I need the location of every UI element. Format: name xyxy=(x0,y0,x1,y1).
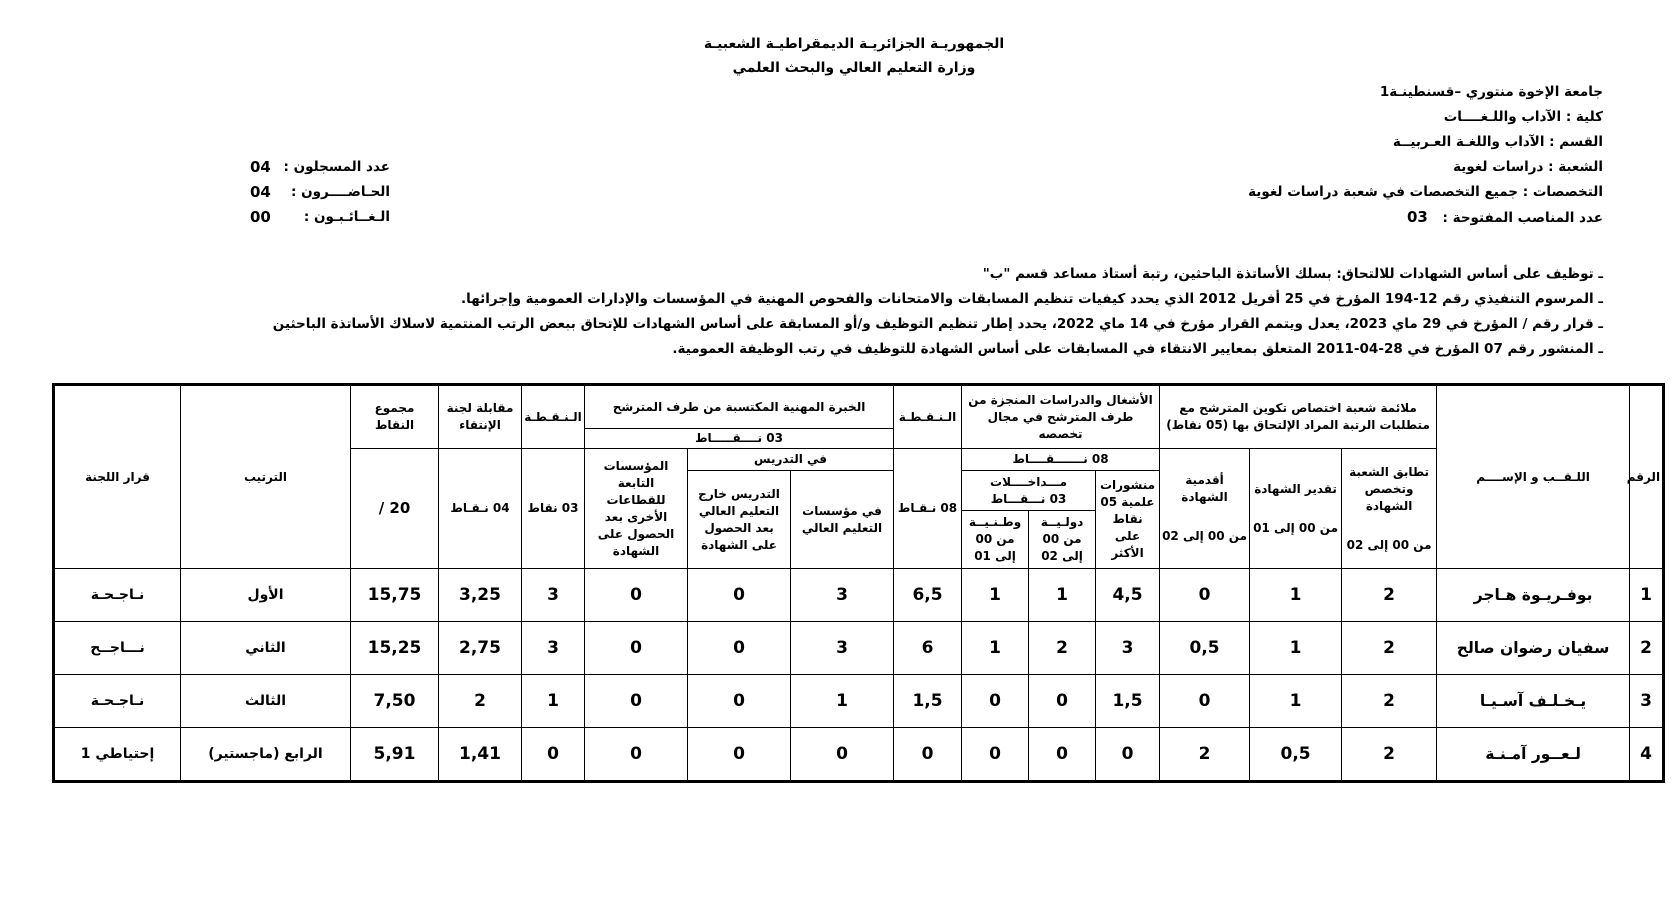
cell-suit-match: 2 xyxy=(1342,675,1437,728)
cell-exp-other: 0 xyxy=(585,622,688,675)
cell-num: 2 xyxy=(1630,622,1664,675)
works-points-cell: 08 نـــــــقــــاط xyxy=(962,449,1160,471)
cell-interview: 2,75 xyxy=(439,622,522,675)
cell-score2: 3 xyxy=(522,569,585,622)
info-registered: عدد المسجلون : 04 xyxy=(250,158,390,176)
info-specialties: التخصصات : جميع التخصصات في شعبة دراسات لغوية xyxy=(1248,184,1603,200)
cell-suit-match: 2 xyxy=(1342,569,1437,622)
exp-points-cell: 03 نــــقـــــاط xyxy=(585,429,894,449)
exp-other-header: المؤسسات التابعة للقطاعات الأخرى بعد الحصول على الشهادة xyxy=(585,449,688,569)
info-open-positions: عدد المناصب المفتوحة : 03 xyxy=(1406,208,1603,226)
cell-score1: 6,5 xyxy=(894,569,962,622)
cell-suit-seniority: 2 xyxy=(1160,728,1250,782)
suit-seniority-header xyxy=(1160,449,1250,569)
talks-intl-range: من 00 إلى 02 xyxy=(1041,532,1083,563)
cell-rank: الثاني xyxy=(181,622,351,675)
interview-max-cell: 04 نـقـاط xyxy=(439,449,522,569)
decree-line: ـ توظيف على أساس الشهادات للالتحاق: بسلك الأساتذة الباحثين، رتبة أستاذ مساعد قسم "ب" xyxy=(982,266,1603,282)
suit-grade-header xyxy=(1250,449,1342,569)
cell-exp-outside: 0 xyxy=(688,622,791,675)
cell-suit-grade: 0,5 xyxy=(1250,728,1342,782)
decree-line: ـ المنشور رقم 07 المؤرخ في 28-04-2011 المتعلق بمعايير الانتقاء في المسابقات على أساس الشهادة للتوظيف في رتب الوظيفة العمومية. xyxy=(672,341,1603,357)
cell-exp-higher: 0 xyxy=(791,728,894,782)
table-row xyxy=(54,675,1664,728)
info-branch: الشعبة : دراسات لغوية xyxy=(1453,159,1603,175)
cell-decision: نـــاجــح xyxy=(54,622,181,675)
total-max-cell: 20 / xyxy=(351,449,439,569)
col-works-header: الأشغال والدراسات المنجزة من طرف المترشح في مجال تخصصه xyxy=(962,385,1160,449)
cell-talks-nat: 0 xyxy=(962,728,1029,782)
col-num-header: الرقم xyxy=(1630,385,1664,569)
talks-header xyxy=(962,471,1096,511)
cell-pubs: 4,5 xyxy=(1096,569,1160,622)
cell-exp-other: 0 xyxy=(585,569,688,622)
cell-exp-outside: 0 xyxy=(688,728,791,782)
document-header xyxy=(0,32,1678,80)
cell-name: لـعــور آمـنـة xyxy=(1437,728,1630,782)
talks-nat-range: من 00 إلى 01 xyxy=(974,532,1016,563)
suit-seniority-label: أقدمية الشهادة xyxy=(1181,473,1228,504)
suit-match-label: تطابق الشعبة وتخصص الشهادة xyxy=(1349,464,1430,513)
table-row xyxy=(54,728,1664,782)
score2-max-cell: 03 نقاط xyxy=(522,449,585,569)
cell-name: بوفـريـوة هـاجر xyxy=(1437,569,1630,622)
col-decision-header: قرار اللجنة xyxy=(54,385,181,569)
suit-seniority-range: من 00 إلى 02 xyxy=(1162,529,1248,543)
cell-total: 15,75 xyxy=(351,569,439,622)
cell-decision: إحتياطي 1 xyxy=(54,728,181,782)
col-score1-header: الـنـقـطـة xyxy=(894,385,962,449)
teaching-header: في التدريس xyxy=(688,449,894,471)
attendance-info xyxy=(250,155,390,230)
cell-name: يـخـلـف آسـيـا xyxy=(1437,675,1630,728)
cell-interview: 3,25 xyxy=(439,569,522,622)
cell-rank: الرابع (ماجستير) xyxy=(181,728,351,782)
col-interview-header: مقابلة لجنة الإنتقاء xyxy=(439,385,522,449)
cell-num: 3 xyxy=(1630,675,1664,728)
decree-line: ـ المرسوم التنفيذي رقم 12-194 المؤرخ في 25 أفريل 2012 الذي يحدد كيفيات تنظيم المسابقات والامتحانات والفحوص المهنية في المؤسسات والإدارات العمومية وإجرائها. xyxy=(461,291,1603,307)
cell-exp-other: 0 xyxy=(585,728,688,782)
talks-intl-header xyxy=(1029,511,1096,569)
table-row xyxy=(54,622,1664,675)
cell-talks-intl: 1 xyxy=(1029,569,1096,622)
cell-suit-grade: 1 xyxy=(1250,675,1342,728)
cell-exp-higher: 3 xyxy=(791,622,894,675)
cell-talks-nat: 1 xyxy=(962,622,1029,675)
cell-talks-intl: 0 xyxy=(1029,728,1096,782)
talks-nat-label: وطـنـيــة xyxy=(968,515,1022,529)
suit-match-header xyxy=(1342,449,1437,569)
info-department: القسم : الآداب واللغـة العـربيــة xyxy=(1392,134,1603,150)
cell-num: 1 xyxy=(1630,569,1664,622)
cell-exp-higher: 1 xyxy=(791,675,894,728)
score1-max-cell: 08 نـقـاط xyxy=(894,449,962,569)
cell-score2: 1 xyxy=(522,675,585,728)
talks-nat-header xyxy=(962,511,1029,569)
exp-higher-header: في مؤسسات التعليم العالي xyxy=(791,471,894,569)
ministry-title: وزارة التعليم العالي والبحث العلمي xyxy=(732,60,976,76)
cell-rank: الثالث xyxy=(181,675,351,728)
cell-pubs: 0 xyxy=(1096,728,1160,782)
cell-suit-seniority: 0 xyxy=(1160,569,1250,622)
cell-suit-match: 2 xyxy=(1342,728,1437,782)
republic-title: الجمهوريـة الجزائريـة الديمقراطيـة الشعبيـة xyxy=(703,36,1005,52)
cell-name: سفيان رضوان صالح xyxy=(1437,622,1630,675)
cell-score2: 0 xyxy=(522,728,585,782)
cell-exp-other: 0 xyxy=(585,675,688,728)
results-table xyxy=(52,383,1665,783)
cell-suit-grade: 1 xyxy=(1250,622,1342,675)
cell-rank: الأول xyxy=(181,569,351,622)
cell-talks-nat: 0 xyxy=(962,675,1029,728)
cell-talks-intl: 0 xyxy=(1029,675,1096,728)
cell-interview: 2 xyxy=(439,675,522,728)
cell-score1: 0 xyxy=(894,728,962,782)
cell-score1: 1,5 xyxy=(894,675,962,728)
cell-exp-outside: 0 xyxy=(688,569,791,622)
col-rank-header: الترتيب xyxy=(181,385,351,569)
col-total-header: مجموع النقاط xyxy=(351,385,439,449)
cell-total: 5,91 xyxy=(351,728,439,782)
col-name-header: اللـقــب و الإســــم xyxy=(1437,385,1630,569)
suit-match-range: من 00 إلى 02 xyxy=(1346,537,1432,552)
exp-outside-header: التدريس خارج التعليم العالي بعد الحصول على الشهادة xyxy=(688,471,791,569)
cell-score2: 3 xyxy=(522,622,585,675)
cell-talks-intl: 2 xyxy=(1029,622,1096,675)
institution-info xyxy=(1248,80,1603,231)
info-university: جامعة الإخوة منتوري –قسنطينـة1 xyxy=(1379,84,1603,100)
table-row xyxy=(54,569,1664,622)
info-present: الحـاضــــرون : 04 xyxy=(250,183,390,201)
info-absent: الـغــائـبـون : 00 xyxy=(250,208,390,226)
cell-suit-match: 2 xyxy=(1342,622,1437,675)
col-suitability-header: ملائمة شعبة اختصاص تكوين المترشح مع متطلبات الرتبة المراد الإلتحاق بها (05 نقاط) xyxy=(1160,385,1437,449)
col-experience-header: الخبرة المهنية المكتسبة من طرف المترشح xyxy=(585,385,894,429)
cell-suit-seniority: 0 xyxy=(1160,675,1250,728)
suit-grade-range: من 00 إلى 01 xyxy=(1253,520,1339,535)
cell-suit-grade: 1 xyxy=(1250,569,1342,622)
cell-num: 4 xyxy=(1630,728,1664,782)
cell-pubs: 1,5 xyxy=(1096,675,1160,728)
suit-grade-label: تقدير الشهادة xyxy=(1254,481,1337,496)
cell-exp-outside: 0 xyxy=(688,675,791,728)
pubs-header: منشورات علمية 05 نقاط على الأكثر xyxy=(1096,471,1160,569)
talks-points: 03 نـــقـــاط xyxy=(990,491,1067,506)
cell-total: 7,50 xyxy=(351,675,439,728)
decree-line: ـ قرار رقم / المؤرخ في 29 ماي 2023، يعدل ويتمم القرار مؤرخ في 14 ماي 2022، يحدد إطار تنظيم التوظيف و/أو المسابقة على أساس الشهادات للإتحاق ببعض الرتب المنتمية لاسلاك الأساتذة الباحثين xyxy=(272,316,1603,332)
cell-decision: نـاجـحـة xyxy=(54,675,181,728)
cell-exp-higher: 3 xyxy=(791,569,894,622)
talks-intl-label: دولـيــة xyxy=(1040,515,1084,529)
info-faculty: كلية : الآداب واللـغــــات xyxy=(1443,109,1603,125)
cell-interview: 1,41 xyxy=(439,728,522,782)
col-score2-header: الـنـقـطـة xyxy=(522,385,585,449)
cell-pubs: 3 xyxy=(1096,622,1160,675)
header-row-1 xyxy=(54,385,1664,429)
cell-decision: نـاجـحـة xyxy=(54,569,181,622)
cell-suit-seniority: 0,5 xyxy=(1160,622,1250,675)
cell-total: 15,25 xyxy=(351,622,439,675)
cell-score1: 6 xyxy=(894,622,962,675)
legal-references xyxy=(53,262,1603,362)
cell-talks-nat: 1 xyxy=(962,569,1029,622)
talks-title: مـــداخــــلات xyxy=(990,474,1068,489)
